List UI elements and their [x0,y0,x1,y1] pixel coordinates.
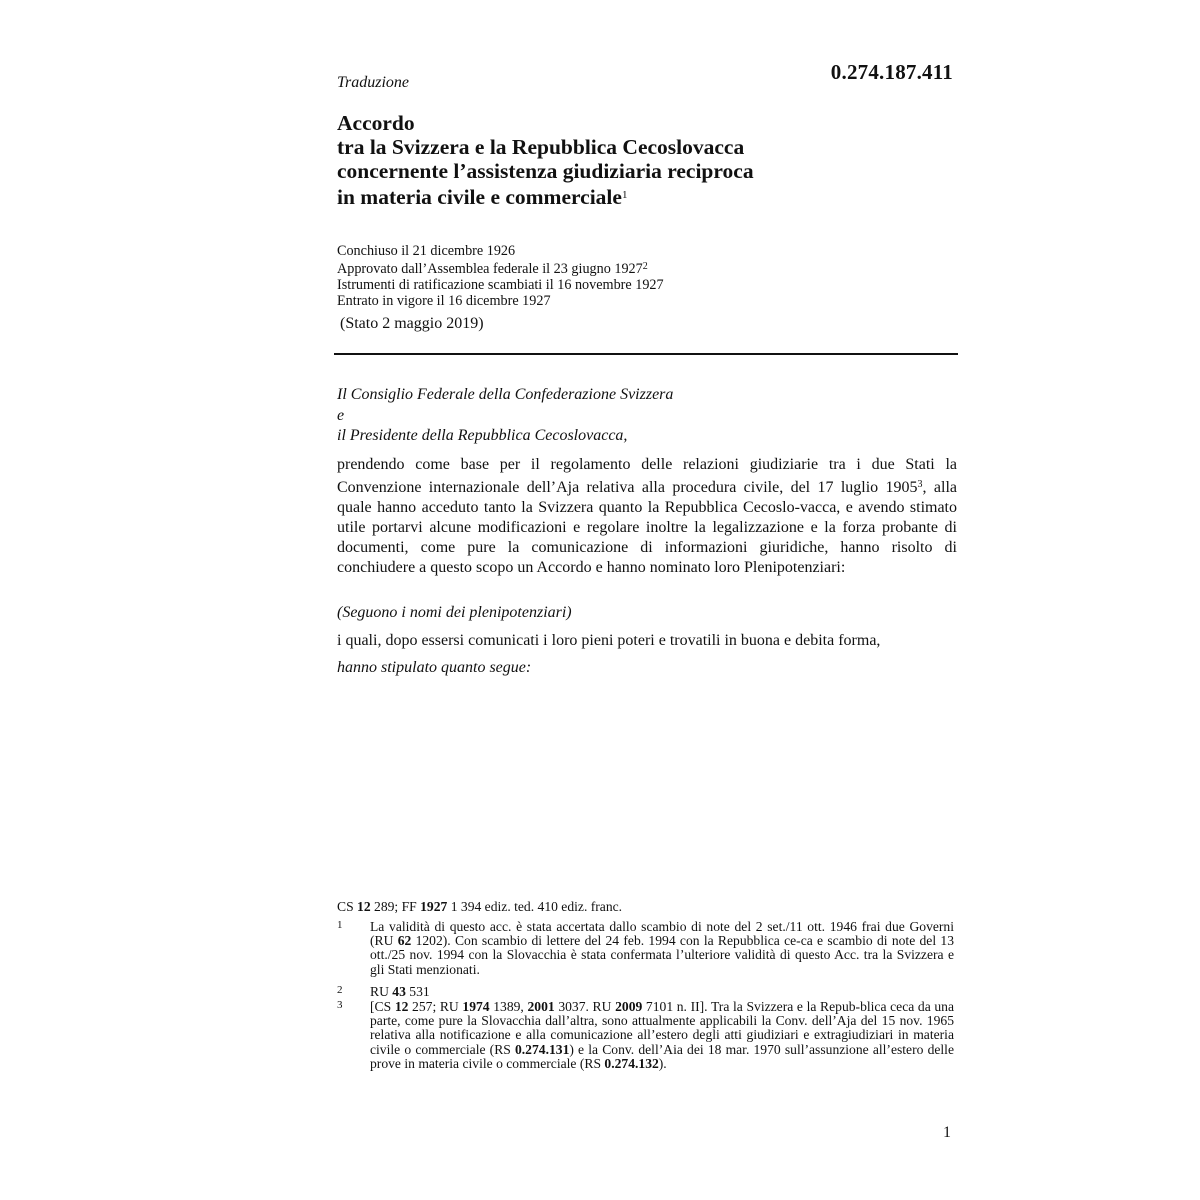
title-line-4 [337,183,957,209]
title-line-3: concernente l’assistenza giudiziaria reciproca [337,159,754,183]
meta-in-force: Entrato in vigore il 16 dicembre 1927 [337,293,551,309]
plenipotentiaries-note: (Seguono i nomi dei plenipotenziari) [337,604,572,621]
meta-concluded: Conchiuso il 21 dicembre 1926 [337,243,516,259]
footnote-ref-2[interactable]: 2 [642,261,648,272]
meta-ratification: Istrumenti di ratificazione scambiati il 16 novembre 1927 [337,277,664,293]
meta-approved-text: Approvato dall’Assemblea federale il 23 giugno 1927 [337,261,643,277]
title-line-4-text: in materia civile e commerciale [337,185,622,209]
status-date: (Stato 2 maggio 2019) [340,315,484,332]
footnote-2-text: RU 43 531 [370,984,430,999]
footnote-1-number: 1 [337,919,343,931]
preamble-text-1: prendendo come base per il regolamento delle relazioni giudiziarie tra i due Stati la Convenzione internazionale dell’Aja relativa alla procedura civile, del 17 luglio 1905 [337,456,957,496]
footnote-1-text: La validità di questo acc. è stata accertata dallo scambio di note del 2 set./11 ott. 1946 frai due Governi (RU 62 1202). Con scambio di lettere del 24 feb. 1994 con la Repubblica ce-ca e scambio di note del 13 ott./25 nov. 1994 con la Slovacchia è stata confermata l’ulteriore validità di questo Acc. tra la Svizzera e gli Stati menzionati. [370,919,955,977]
meta-approved [337,259,957,277]
preamble-text-2: , alla quale hanno acceduto tanto la Svizzera quanto la Repubblica Cecoslo-vacca, e avendo stimato utile portarvi alcune modificazioni e regolare inoltre la legalizzazione e la forza probante di documenti, come pure la comunicazione di informazioni giuridiche, hanno risolto di conchiudere a questo scopo un Accordo e hanno nominato loro Plenipotenziari: [337,479,958,576]
document-number: 0.274.187.411 [830,60,953,84]
footnote-ref-1[interactable]: 1 [621,189,628,201]
preamble-paragraph [337,455,957,578]
party-czechoslovak: il Presidente della Repubblica Cecoslovacca, [337,427,628,444]
footnote-source: CS 12 289; FF 1927 1 394 ediz. ted. 410 ediz. franc. [337,899,623,914]
party-swiss: Il Consiglio Federale della Confederazione Svizzera [337,386,674,403]
footnote-3-text: [CS 12 257; RU 1974 1389, 2001 3037. RU 2009 7101 n. II]. Tra la Svizzera e la Repub-blica ceca da una parte, come pure la Slovacchia dall’altra, sono attualmente applicabili la Conv. dell’Aja del 15 nov. 1965 relativa alla notificazione e alla comunicazione all’estero degli atti giudiziari e extragiudiziari in materia civile o commerciale (RS 0.274.131) e la Conv. dell’Aia dei 18 mar. 1970 sull’assunzione all’estero delle prove in materia civile o commerciale (RS 0.274.132). [370,999,955,1071]
document-page [337,0,958,1200]
contracting-parties [337,385,673,447]
stipulation-clause: hanno stipulato quanto segue: [337,659,532,676]
footnote-3-number: 3 [337,999,343,1011]
full-powers-clause: i quali, dopo essersi comunicati i loro pieni poteri e trovatili in buona e debita forma, [337,632,881,649]
title-line-2: tra la Svizzera e la Repubblica Cecoslovacca [337,135,745,159]
document-metadata [337,243,957,309]
footnote-2-number: 2 [337,984,343,996]
header-divider [334,353,958,355]
page-number: 1 [943,1124,951,1141]
footnote-ref-3[interactable]: 3 [917,479,923,490]
translation-label: Traduzione [337,74,410,91]
party-conjunction: e [337,406,345,424]
document-title [337,111,957,209]
title-line-1: Accordo [337,111,415,135]
